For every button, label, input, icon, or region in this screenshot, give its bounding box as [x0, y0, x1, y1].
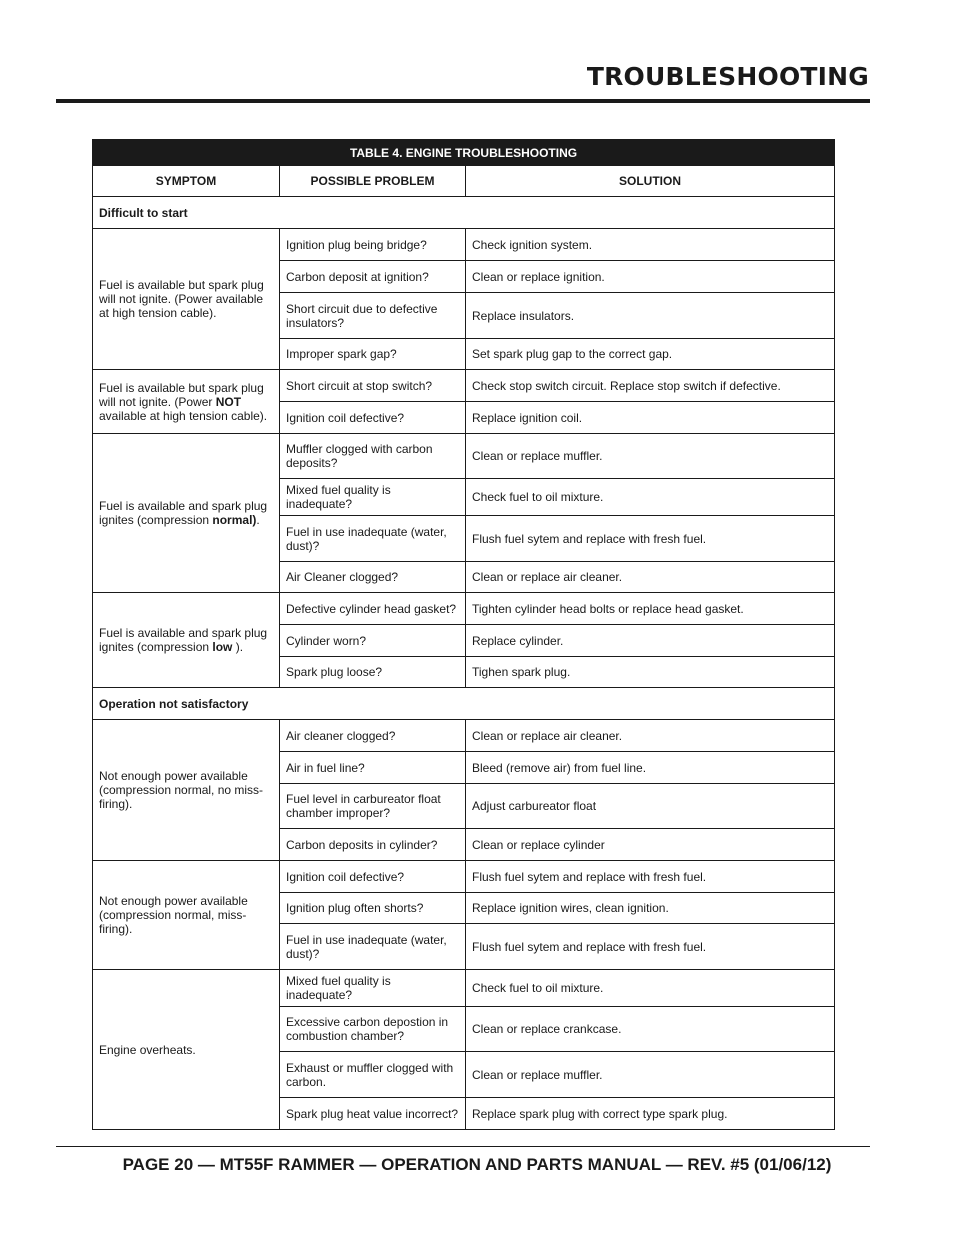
symptom-text: ). [232, 640, 244, 654]
solution-cell: Bleed (remove air) from fuel line. [466, 752, 835, 784]
problem-cell: Spark plug heat value incorrect? [280, 1098, 466, 1130]
table-caption: TABLE 4. ENGINE TROUBLESHOOTING [93, 140, 835, 166]
solution-cell: Flush fuel sytem and replace with fresh fuel. [466, 861, 835, 893]
solution-cell: Replace spark plug with correct type spark plug. [466, 1098, 835, 1130]
problem-cell: Muffler clogged with carbon deposits? [280, 434, 466, 479]
symptom-text: available at high tension cable). [99, 408, 268, 423]
solution-cell: Tighen spark plug. [466, 657, 835, 688]
symptom-cell: Not enough power available (compression normal, no miss-firing). [93, 720, 280, 861]
column-header-symptom: SYMPTOM [93, 166, 280, 197]
solution-cell: Flush fuel sytem and replace with fresh fuel. [466, 924, 835, 970]
engine-troubleshooting-table [92, 139, 835, 1130]
section-row: Operation not satisfactory [93, 688, 835, 720]
solution-cell: Replace ignition wires, clean ignition. [466, 893, 835, 924]
solution-cell: Tighten cylinder head bolts or replace head gasket. [466, 593, 835, 625]
solution-cell: Clean or replace muffler. [466, 434, 835, 479]
symptom-cell [93, 593, 280, 688]
solution-cell: Adjust carbureator float [466, 784, 835, 829]
column-header-solution: SOLUTION [466, 166, 835, 197]
problem-cell: Exhaust or muffler clogged with carbon. [280, 1052, 466, 1098]
problem-cell: Cylinder worn? [280, 625, 466, 657]
problem-cell: Ignition coil defective? [280, 861, 466, 893]
problem-cell: Ignition coil defective? [280, 402, 466, 434]
symptom-emphasis: NOT [215, 394, 242, 409]
problem-cell: Ignition plug being bridge? [280, 229, 466, 261]
symptom-emphasis: low [212, 640, 233, 654]
solution-cell: Flush fuel sytem and replace with fresh fuel. [466, 516, 835, 562]
column-header-possible-problem: POSSIBLE PROBLEM [280, 166, 466, 197]
problem-cell: Fuel in use inadequate (water, dust)? [280, 516, 466, 562]
symptom-cell: Not enough power available (compression normal, miss-firing). [93, 861, 280, 970]
solution-cell: Clean or replace air cleaner. [466, 562, 835, 593]
solution-cell: Replace cylinder. [466, 625, 835, 657]
solution-cell: Clean or replace cylinder [466, 829, 835, 861]
symptom-text: Fuel is available but spark plug will not ignite. (Power [99, 380, 264, 409]
symptom-emphasis: normal) [212, 513, 257, 527]
problem-cell: Mixed fuel quality is inadequate? [280, 479, 466, 516]
solution-cell: Clean or replace ignition. [466, 261, 835, 293]
solution-cell: Check fuel to oil mixture. [466, 970, 835, 1007]
solution-cell: Clean or replace crankcase. [466, 1007, 835, 1052]
problem-cell: Excessive carbon depostion in combustion chamber? [280, 1007, 466, 1052]
symptom-text: . [256, 513, 260, 527]
problem-cell: Air in fuel line? [280, 752, 466, 784]
problem-cell: Defective cylinder head gasket? [280, 593, 466, 625]
problem-cell: Fuel level in carbureator float chamber improper? [280, 784, 466, 829]
solution-cell: Replace insulators. [466, 293, 835, 339]
solution-cell: Check ignition system. [466, 229, 835, 261]
footer-rule [56, 1146, 870, 1147]
symptom-cell: Fuel is available but spark plug will not ignite. (Power available at high tension cable). [93, 229, 280, 370]
problem-cell: Fuel in use inadequate (water, dust)? [280, 924, 466, 970]
solution-cell: Clean or replace air cleaner. [466, 720, 835, 752]
solution-cell: Set spark plug gap to the correct gap. [466, 339, 835, 370]
symptom-cell [93, 434, 280, 593]
problem-cell: Carbon deposit at ignition? [280, 261, 466, 293]
section-row: Difficult to start [93, 197, 835, 229]
problem-cell: Air cleaner clogged? [280, 720, 466, 752]
problem-cell: Improper spark gap? [280, 339, 466, 370]
problem-cell: Mixed fuel quality is inadequate? [280, 970, 466, 1007]
page-title: TROUBLESHOOTING [586, 62, 869, 91]
problem-cell: Spark plug loose? [280, 657, 466, 688]
header-rule [56, 99, 870, 103]
solution-cell: Clean or replace muffler. [466, 1052, 835, 1098]
problem-cell: Short circuit at stop switch? [280, 370, 466, 402]
solution-cell: Check fuel to oil mixture. [466, 479, 835, 516]
problem-cell: Ignition plug often shorts? [280, 893, 466, 924]
solution-cell: Check stop switch circuit. Replace stop switch if defective. [466, 370, 835, 402]
problem-cell: Air Cleaner clogged? [280, 562, 466, 593]
problem-cell: Carbon deposits in cylinder? [280, 829, 466, 861]
symptom-cell [93, 370, 280, 434]
problem-cell: Short circuit due to defective insulators? [280, 293, 466, 339]
symptom-cell: Engine overheats. [93, 970, 280, 1130]
page-footer: PAGE 20 — MT55F RAMMER — OPERATION AND PARTS MANUAL — REV. #5 (01/06/12) [122, 1155, 832, 1174]
symptom-text: Fuel is available and spark plug ignites (compression [99, 626, 268, 654]
solution-cell: Replace ignition coil. [466, 402, 835, 434]
symptom-text: Fuel is available and spark plug ignites (compression [99, 499, 268, 527]
